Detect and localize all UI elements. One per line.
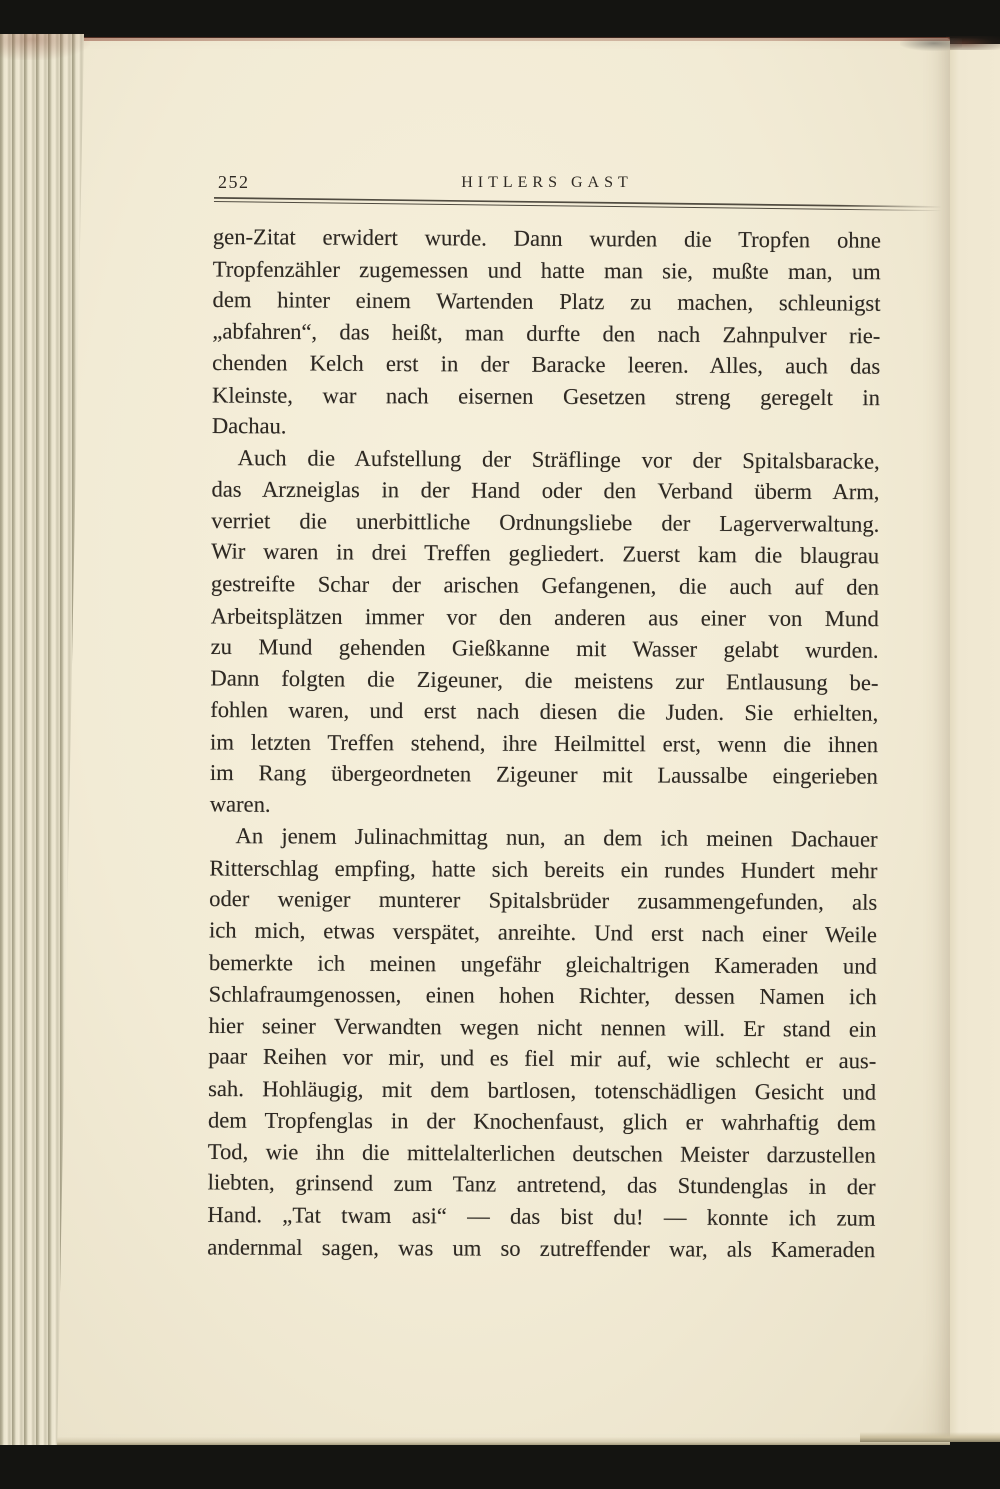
text-line: oder weniger munterer Spitalsbrüder zusammengefunden, als: [209, 886, 878, 916]
text-line: Kleinste, war nach eisernen Gesetzen streng geregelt in: [211, 382, 881, 410]
text-line: im Rang übergeordneten Zigeuner mit Laussalbe eingerieben: [209, 760, 878, 790]
text-line: zu Mund gehenden Gießkanne mit Wasser gelabt wurden.: [210, 634, 879, 663]
text-line: sah. Hohläugig, mit dem bartlosen, totenschädligen Gesicht und: [208, 1075, 877, 1105]
text-line: Arbeitsplätzen immer vor den anderen aus einer von Mund: [210, 603, 879, 631]
page-number: 252: [218, 172, 250, 192]
page-top-right-smudge: [900, 38, 962, 51]
page-bottom-edge: [56, 1437, 950, 1445]
paragraph-2: [210, 442, 880, 824]
text-line: bemerkte ich meinen ungefähr gleichaltrigen Kameraden und: [208, 949, 877, 979]
text-block: [207, 221, 881, 1266]
text-line: gen-Zitat erwidert wurde. Dann wurden die Tropfen ohne: [212, 223, 881, 253]
text-line: dem Tropfenglas in der Knochenfaust, glich er wahrhaftig dem: [207, 1107, 877, 1136]
text-line: An jenem Julinachmittag nun, an dem ich meinen Dachauer: [235, 823, 878, 853]
text-line: fohlen waren, und erst nach diesen die Juden. Sie erhielten,: [210, 697, 879, 726]
text-line: waren.: [209, 791, 271, 817]
text-line: paar Reihen vor mir, und es fiel mir auf, wie schlecht er aus-: [208, 1043, 877, 1074]
text-line: Tod, wie ihn die mittelalterlichen deutschen Meister darzustellen: [207, 1138, 876, 1168]
text-line: Wir waren in drei Treffen gegliedert. Zuerst kam die blaugrau: [211, 538, 880, 569]
text-line: das Arzneiglas in der Hand oder den Verband überm Arm,: [211, 476, 880, 505]
text-line: andernmal sagen, was um so zutreffender war, als Kameraden: [207, 1234, 876, 1262]
facing-page-sliver: [950, 44, 1000, 1440]
text-line: dem hinter einem Wartenden Platz zu machen, schleunigst: [212, 287, 881, 316]
fan-corner-tint: [0, 34, 90, 60]
text-line: hier seiner Verwandten wegen nicht nennen will. Er stand ein: [208, 1012, 877, 1042]
text-line: liebten, grinsend zum Tanz antretend, das Stundenglas in der: [207, 1169, 876, 1200]
facing-page-bottom-edge: [860, 1432, 1000, 1442]
text-line: Schlafraumgenossen, einen hohen Richter, dessen Namen ich: [208, 981, 877, 1010]
paragraph-1: [212, 221, 881, 446]
page-top-edge-tint: [56, 37, 950, 41]
text-line: verriet die unerbittliche Ordnungsliebe der Lagerverwaltung.: [211, 507, 880, 537]
paragraph-3: [207, 820, 877, 1265]
text-line: gestreifte Schar der arischen Gefangenen, die auch auf den: [210, 571, 880, 600]
text-line: ich mich, etwas verspätet, anreihte. Und erst nach einer Weile: [208, 917, 878, 948]
text-line: Hand. „Tat twam asi“ — das bist du! — konnte ich zum: [207, 1201, 876, 1231]
text-line: Auch die Aufstellung der Sträflinge vor der Spitalsbaracke,: [237, 444, 880, 474]
text-line: Ritterschlag empfing, hatte sich bereits ein rundes Hundert mehr: [209, 855, 878, 884]
text-line: chenden Kelch erst in der Baracke leeren. Alles, auch das: [212, 350, 881, 379]
running-head: HITLERS GAST: [461, 174, 633, 191]
text-line: Dann folgten die Zigeuner, die meistens zur Entlausung be-: [210, 665, 879, 695]
text-line: Dachau.: [211, 413, 287, 439]
text-line: im letzten Treffen stehend, ihre Heilmittel erst, wenn die ihnen: [210, 729, 879, 757]
text-line: „abfahren“, das heißt, man durfte den nach Zahnpulver rie-: [212, 318, 881, 348]
text-line: Tropfenzähler zugemessen und hatte man sie, mußte man, um: [212, 256, 881, 284]
